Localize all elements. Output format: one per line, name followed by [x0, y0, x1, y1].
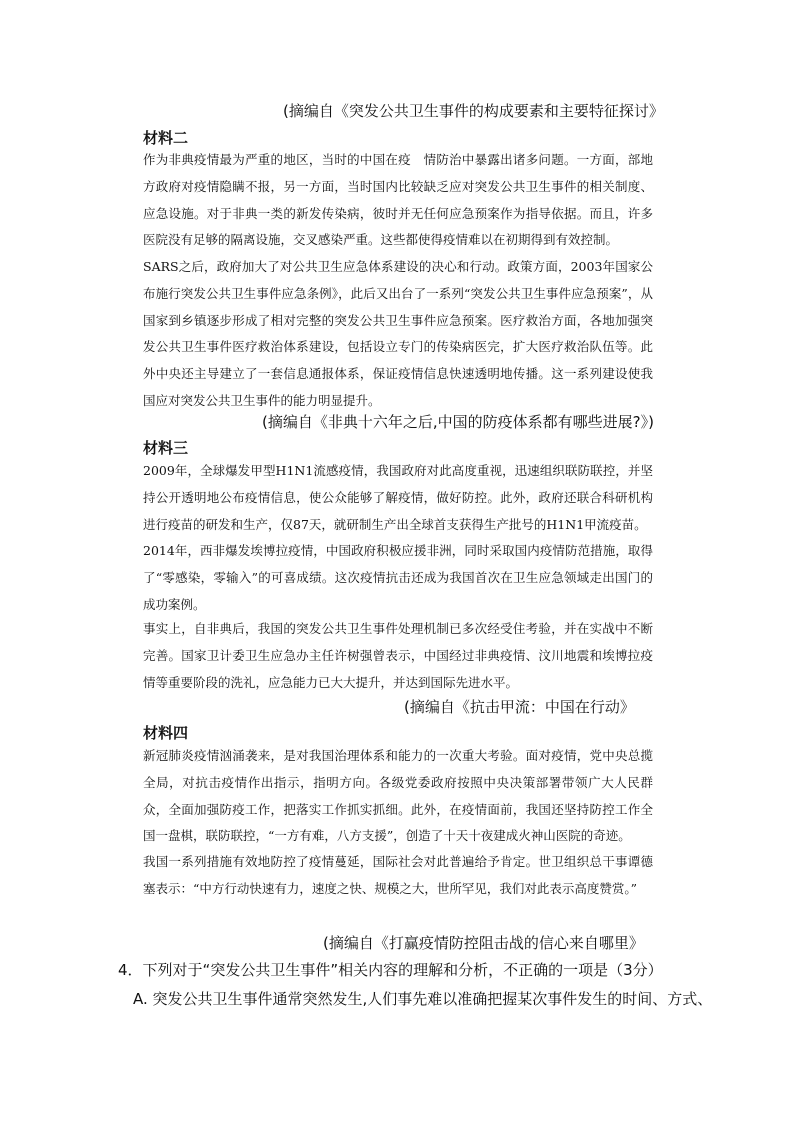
source-citation-3: (摘编自《抗击甲流：中国在行动》 [404, 698, 635, 716]
heading-material-4: 材料四 [143, 724, 189, 742]
material-4-paragraph-2: 我国一系列措施有效地防控了疫情蔓延，国际社会对此普遍给予肯定。世卫组织总干事谭德塞表示：“中方行动快速有力，速度之快、规模之大，世所罕见，我们对此表示高度赞赏。” [143, 854, 653, 896]
question-4: 4．下列对于“突发公共卫生事件”相关内容的理解和分析，不正确的一项是（3分） [118, 961, 663, 979]
source-citation-1: (摘编自《突发公共卫生事件的构成要素和主要特征探讨》 [283, 102, 664, 120]
material-3-paragraph-3: 事实上，自非典后，我国的突发公共卫生事件处理机制已多次经受住考验，并在实战中不断完善。国家卫计委卫生应急办主任许树强曾表示，中国经过非典疫情、汶川地震和埃博拉疫情等重要阶段的洗礼，应急能力已大大提升，并达到国际先进水平。 [143, 621, 653, 690]
heading-material-3: 材料三 [143, 439, 189, 457]
material-2-paragraph-1: 作为非典疫情最为严重的地区，当时的中国在疫 情防治中暴露出诸多问题。一方面，部地方政府对疫情隐瞒不报，另一方面，当时国内比较缺乏应对突发公共卫生事件的相关制度、应急设施。对于非典一类的新发传染病，彼时并无任何应急预案作为指导依据。而且，许多医院没有足够的隔离设施，交叉感染严重。这些都使得疫情难以在初期得到有效控制。 [143, 152, 653, 248]
source-citation-4: (摘编自《打赢疫情防控阻击战的信心来自哪里》 [323, 934, 644, 952]
option-a: A. 突发公共卫生事件通常突然发生,人们事先难以准确把握某次事件发生的时间、方式、 [133, 990, 713, 1008]
heading-material-2: 材料二 [143, 129, 189, 147]
source-citation-2: (摘编自《非典十六年之后,中国的防疫体系都有哪些进展?》) [262, 413, 654, 431]
material-4-paragraph-1: 新冠肺炎疫情汹涌袭来，是对我国治理体系和能力的一次重大考验。面对疫情，党中央总揽全局，对抗击疫情作出指示，指明方向。各级党委政府按照中央决策部署带领广大人民群众，全面加强防疫工作，把落实工作抓实抓细。此外，在疫情面前，我国还坚持防控工作全国一盘棋，联防联控，“一方有难，八方支援”，创造了十天十夜建成火神山医院的奇迹。 [143, 748, 653, 844]
material-3-paragraph-1: 2009年，全球爆发甲型H1N1流感疫情，我国政府对此高度重视，迅速组织联防联控，并坚持公开透明地公布疫情信息，使公众能够了解疫情，做好防控。此外，政府还联合科研机构进行疫苗的研发和生产，仅87天，就研制生产出全球首支获得生产批号的H1N1甲流疫苗。 [143, 463, 653, 532]
material-3-paragraph-2: 2014年，西非爆发埃博拉疫情，中国政府积极应援非洲，同时采取国内疫情防范措施，取得了“零感染，零输入”的可喜成绩。这次疫情抗击还成为我国首次在卫生应急领域走出国门的成功案例。 [143, 543, 653, 612]
material-2-paragraph-2: SARS之后，政府加大了对公共卫生应急体系建设的决心和行动。政策方面，2003年国家公布施行突发公共卫生事件应急条例》，此后又出台了一系列“突发公共卫生事件应急预案”，从国家到乡镇逐步形成了相对完整的突发公共卫生事件应急预案。医疗救治方面，各地加强突发公共卫生事件医疗救治体系建设，包括设立专门的传染病医完，扩大医疗救治队伍等。此外中央还主导建立了一套信息通报体系，保证疫情信息快速透明地传播。这一系列建设使我国应对突发公共卫生事件的能力明显提升。 [143, 259, 653, 408]
